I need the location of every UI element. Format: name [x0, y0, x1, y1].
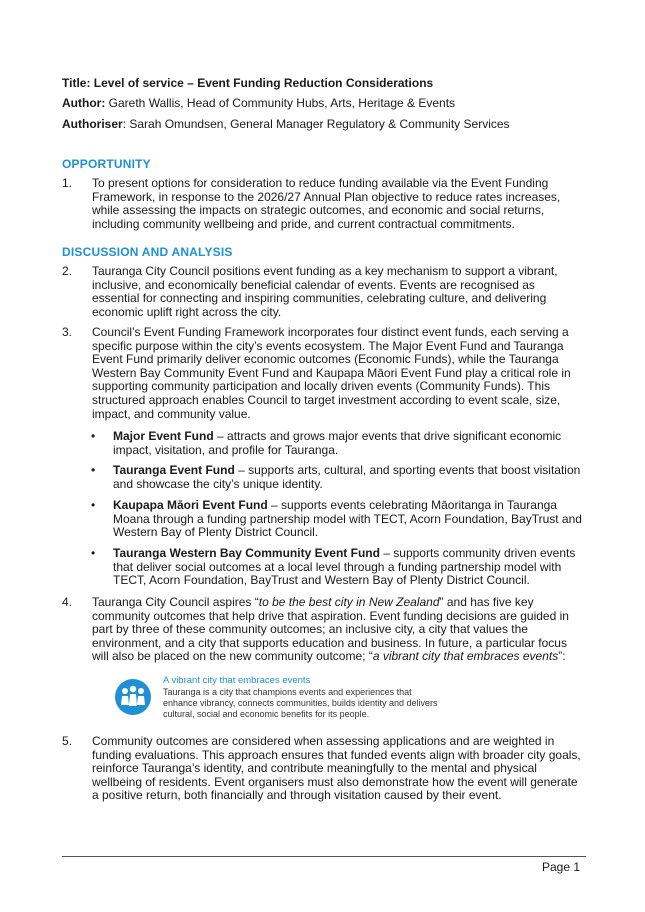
bullet-dot: •	[91, 429, 96, 443]
section-heading-opportunity: OPPORTUNITY	[62, 157, 151, 171]
page-number: Page 1	[542, 860, 581, 874]
title-line	[62, 76, 433, 91]
text-run: Tauranga City Council aspires “	[92, 595, 259, 609]
fund-name: Major Event Fund	[113, 429, 214, 443]
paragraph-number: 5.	[62, 734, 73, 748]
text-run: ”:	[558, 649, 566, 664]
section-heading-discussion: DISCUSSION AND ANALYSIS	[62, 245, 233, 259]
bullet-dot: •	[91, 463, 96, 477]
paragraph-number: 1.	[62, 176, 73, 190]
author-label: Author:	[62, 96, 106, 110]
text-run: ” and has five key community outcomes that help drive that aspiration. Event funding decisions are guided in part by three of these community outcomes; an inclusive city, a city that values the environment, and a city that supports education and business. In future, a particular focus will also be placed on the new community outcome; “	[92, 595, 569, 664]
text-emphasis: a vibrant city that embraces events	[372, 649, 559, 664]
authoriser-value: : Sarah Omundsen, General Manager Regulatory & Community Services	[122, 117, 510, 131]
paragraph-text: Council’s Event Funding Framework incorporates four distinct event funds, each serving a specific purpose within the city’s events ecosystem. The Major Event Fund and Tauranga Event Fund primarily deliver economic outcomes (Economic Funds), while the Tauranga Western Bay Community Event Fund and Kaupapa Māori Event Fund play a critical role in supporting community participation and locally driven events (Community Funds). This structured approach enables Council to target investment according to event scale, size, impact, and community value.	[92, 325, 571, 421]
fund-name: Tauranga Event Fund	[113, 463, 235, 477]
paragraph-text: Tauranga City Council positions event funding as a key mechanism to support a vibrant, inclusive, and economically beneficial calendar of events. Events are recognised as essential for connecting and inspiring communities, celebrating culture, and delivering economic uplift right across the city.	[92, 264, 558, 319]
author-line	[62, 96, 455, 111]
paragraph-text	[92, 596, 584, 664]
paragraph-number: 4.	[62, 595, 73, 609]
fund-description: – attracts and grows major events that drive significant economic impact, visitation, and profile for Tauranga.	[113, 429, 562, 457]
fund-description: – supports community driven events that deliver social outcomes at a local level through a funding partnership model with TECT, Acorn Foundation, BayTrust and Western Bay of Plenty District Council.	[113, 546, 576, 588]
authoriser-label: Authoriser	[62, 117, 123, 131]
callout-text: Tauranga is a city that champions events and experiences that enhance vibrancy, connects communities, builds identity and delivers cultural, social and economic benefits for its people.	[163, 687, 438, 719]
paragraph-text: Community outcomes are considered when assessing applications and are weighted in funding evaluations. This approach ensures that funded events align with broader city goals, reinforce Tauranga’s identity, and contribute meaningfully to the mental and physical wellbeing of residents. Event organisers must also demonstrate how the event will generate a positive return, both financially and through visitation caused by their event.	[92, 734, 581, 803]
footer-divider	[62, 856, 586, 857]
fund-name: Tauranga Western Bay Community Event Fund	[113, 546, 380, 560]
authoriser-line	[62, 117, 510, 132]
community-outcome-callout	[115, 675, 438, 721]
text-emphasis: to be the best city in New Zealand	[258, 595, 440, 609]
community-people-icon	[115, 679, 151, 715]
callout-title: A vibrant city that embraces events	[163, 675, 311, 686]
paragraph-text: To present options for consideration to reduce funding available via the Event Funding Framework, in response to the 2026/27 Annual Plan objective to reduce rates increases, while assessing the impacts on strategic outcomes, and economic and social returns, including community wellbeing and pride, and current contractual commitments.	[92, 176, 561, 231]
bullet-dot: •	[91, 498, 96, 512]
document-title: Level of service – Event Funding Reduction Considerations	[93, 76, 434, 90]
bullet-dot: •	[91, 546, 96, 560]
fund-description: – supports arts, cultural, and sporting events that boost visitation and showcase the city’s unique identity.	[113, 463, 581, 491]
fund-name: Kaupapa Māori Event Fund	[113, 498, 268, 512]
title-label: Title:	[62, 76, 91, 90]
paragraph-number: 2.	[62, 264, 73, 278]
paragraph-number: 3.	[62, 325, 73, 339]
fund-description: – supports events celebrating Māoritanga in Tauranga Moana through a funding partnership model with TECT, Acorn Foundation, BayTrust and Western Bay of Plenty District Council.	[113, 498, 582, 540]
author-value: Gareth Wallis, Head of Community Hubs, Arts, Heritage & Events	[108, 96, 456, 110]
